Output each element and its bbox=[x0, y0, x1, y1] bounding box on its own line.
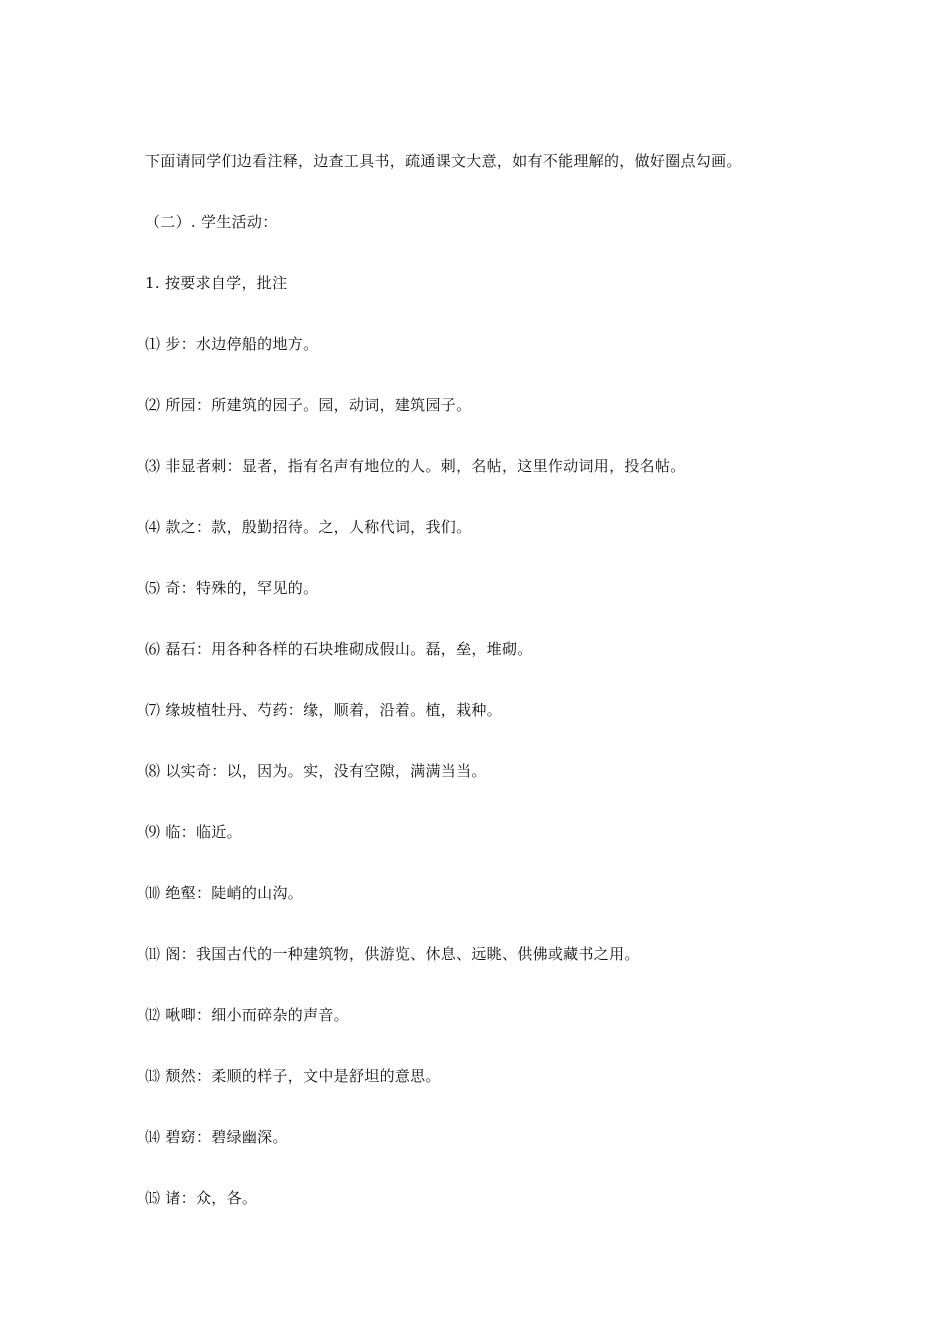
annotation-item: ⑴ 步：水边停船的地方。 bbox=[145, 335, 319, 353]
annotation-item: ⑿ 啾唧：细小而碎杂的声音。 bbox=[145, 1006, 349, 1024]
annotation-item: ⒂ 诸：众，各。 bbox=[145, 1189, 258, 1207]
annotation-item: ⑺ 缘坡植牡丹、芍药：缘，顺着，沿着。植，栽种。 bbox=[145, 701, 502, 719]
annotation-item: ⑽ 绝壑：陡峭的山沟。 bbox=[145, 884, 304, 902]
annotation-item: ⒀ 颓然：柔顺的样子，文中是舒坦的意思。 bbox=[145, 1067, 441, 1085]
annotation-item: ⑷ 款之：款，殷勤招待。之，人称代词，我们。 bbox=[145, 518, 472, 536]
intro-paragraph: 下面请同学们边看注释，边查工具书，疏通课文大意，如有不能理解的，做好圈点勾画。 bbox=[145, 152, 742, 170]
annotation-item: ⑼ 临：临近。 bbox=[145, 823, 242, 841]
section-heading: （二）. 学生活动： bbox=[145, 213, 278, 231]
annotation-item: ⑾ 阁：我国古代的一种建筑物，供游览、休息、远眺、供佛或藏书之用。 bbox=[145, 945, 640, 963]
annotation-item: ⒁ 碧窈：碧绿幽深。 bbox=[145, 1128, 288, 1146]
annotation-item: ⑵ 所园：所建筑的园子。园，动词，建筑园子。 bbox=[145, 396, 472, 414]
annotation-item: ⑹ 磊石：用各种各样的石块堆砌成假山。磊，垒，堆砌。 bbox=[145, 640, 533, 658]
annotation-item: ⑻ 以实奇：以，因为。实，没有空隙，满满当当。 bbox=[145, 762, 487, 780]
subsection-heading: 1. 按要求自学，批注 bbox=[145, 274, 288, 292]
annotation-item: ⑸ 奇：特殊的，罕见的。 bbox=[145, 579, 319, 597]
document-body bbox=[145, 150, 825, 1248]
annotation-item: ⑶ 非显者刺：显者，指有名声有地位的人。刺，名帖，这里作动词用，投名帖。 bbox=[145, 457, 686, 475]
